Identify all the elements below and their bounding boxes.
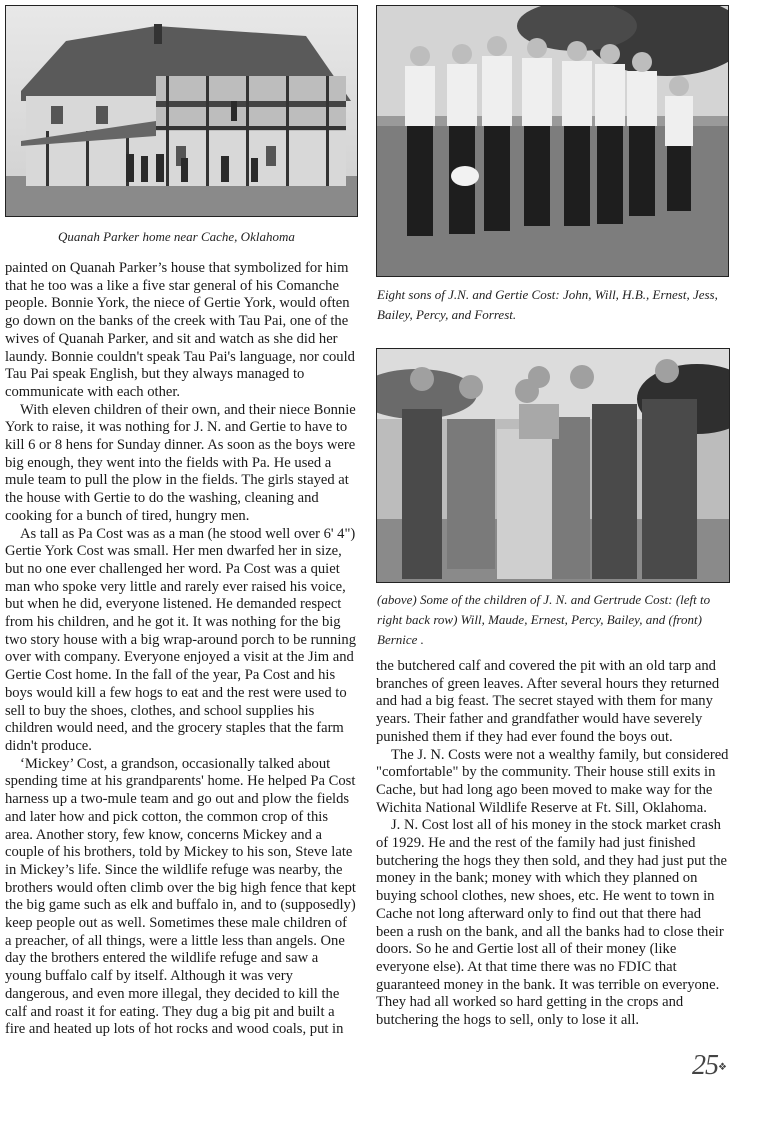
- paragraph: painted on Quanah Parker’s house that symbolized for him that he too was a like a five star general of his Comanche people. Bonnie York, the niece of Gertie York, would often go down on the banks of the creek with Tau Pai, one of the wives of Quanah Parker, and sit and watch as she did her laundy. Bonnie couldn't speak Tau Pai's language, nor could Tau Pai speak English, but they always managed to communicate with each other.: [5, 260, 355, 400]
- left-text-column: [5, 260, 357, 1039]
- paragraph: With eleven children of their own, and their niece Bonnie York to raise, it was nothing for J. N. and Gertie to have to kill 6 or 8 hens for Sunday dinner. As soon as the boys were big enough, they went into the fields with Pa. He used a mule team to pull the plow in the fields. The girls stayed at the house with Gertie to do the washing, cleaning and cooking for a bunch of tired, hungry men.: [5, 401, 356, 524]
- photo-quanah-parker-house: [5, 5, 358, 217]
- paragraph: J. N. Cost lost all of his money in the stock market crash of 1929. He and the rest of the family had just finished butchering the hogs they then sold, and they had just put the money in the bank; money with which they planned on buying school clothes, new shoes, etc. He went to town in Cache not long afterward only to find out that there had been a rush on the bank, and all the banks had to close their doors. So he and Gertie lost all of their money (like everyone else). At that time there was no FDIC that guaranteed money in the bank. It was terrible on everyone. They had all worked so hard getting in the crops and butchering the hogs to sell, only to lose it all.: [376, 817, 727, 1029]
- photo-cost-children: [376, 348, 730, 583]
- ornament-icon: ❖: [718, 1062, 726, 1074]
- paragraph: The J. N. Costs were not a wealthy family, but considered "comfortable" by the community. Their house still exits in Cache, but had long ago been moved to make way for the Wichita National Wildlife Reserve at Ft. Sill, Oklahoma.: [376, 746, 729, 816]
- photo-eight-sons: [376, 5, 729, 277]
- right-text-column: [376, 658, 730, 1030]
- caption-eight-sons: Eight sons of J.N. and Gertie Cost: John, Will, H.B., Ernest, Jess, Bailey, Percy, and Forrest.: [377, 287, 718, 322]
- paragraph: ‘Mickey’ Cost, a grandson, occasionally talked about spending time at his grandparents' home. He helped Pa Cost harness up a two-mule team and go out and plow the fields and later how and pick cotton, the common crop of this area. Another story, few know, concerns Mickey and a couple of his brothers, told by Mickey to his son, Steve late in Mickey’s life. Since the wildlife refuge was nearby, the brothers would often climb over the big high fence that kept the big game such as elk and buffalo in, and to (supposedly) keep people out as well. Sometimes these male children of a preacher, of all things, were a little less than angels. One day the brothers entered the wildlife refuge and saw a young buffalo calf by itself. Although it was very dangerous, and even more illegal, they decided to kill the calf and roast it for eating. They dug a big pit and built a fire and heated up lots of hot rocks and wood coals, put in: [5, 755, 356, 1038]
- paragraph: the butchered calf and covered the pit with an old tarp and branches of green leaves. After several hours they returned and had a big feast. The secret stayed with them for many years. Their father and grandfather would have severely punished them if they had ever found the boys out.: [376, 658, 720, 745]
- caption-cost-children: (above) Some of the children of J. N. and Gertrude Cost: (left to right back row) Will, Maude, Ernest, Percy, Bailey, and (front) Bernice .: [377, 592, 711, 647]
- caption-quanah-parker-house: Quanah Parker home near Cache, Oklahoma: [58, 229, 295, 244]
- page-number-text: 25: [692, 1050, 718, 1081]
- page-number: [692, 1050, 726, 1082]
- paragraph: As tall as Pa Cost was as a man (he stood well over 6' 4") Gertie York Cost was small. Her men dwarfed her in size, but no one ever challenged her word. Pa Cost was a quiet man who spoke very little and rarely ever raised his voice, but when he did, everyone listened. He demanded respect from his children, and he got it. It was nothing for the big two story house with a big wrap-around porch to be running over with company. Everyone enjoyed a visit at the Jim and Gertie Cost home. In the fall of the year, Pa Cost and his boys would kill a few hogs to eat and the rest were used to sell to buy the shoes, clothes, and school supplies his children would need, and the grocery staples that the farm didn't produce.: [5, 525, 356, 754]
